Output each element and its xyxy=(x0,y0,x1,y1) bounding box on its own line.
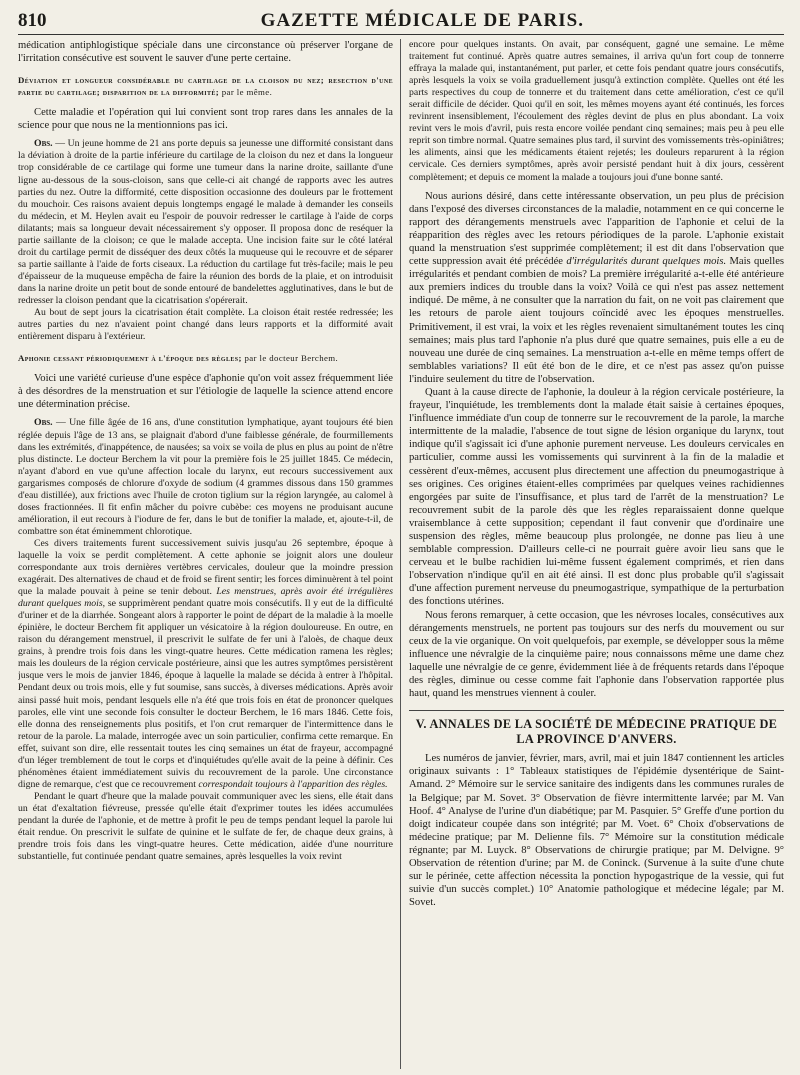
aphonia-observation xyxy=(18,417,393,537)
section-heading-nose xyxy=(18,74,393,98)
aphonia-observation-course xyxy=(18,538,393,791)
commentary-text-b: Mais quelles irrégularités et pendant combien de mois? La première irrégularité a-t-elle été antérieure aux premiers indices du trouble dans la voix? Voilà ce qui n'est pas assez nettement indiqué. De même, à ne consulter que la narration du fait, on ne voit pas clairement que les retours de parole aient toujours coïncidé avec les époques menstruelles. Primitivement, il est vrai, la voix et les règles revenaient simultanément toutes les cinq semaines; mais plus tard l'aphonie n'a plus duré que quatre semaines, puis elle a eu de nouveau une durée de cinq semaines. La menstruation a-t-elle en même temps offert de semblables variations? Il eût été bon de le dire, et ce n'est pas assez qu'on puisse l'induire seulement du titre de l'observation. xyxy=(409,256,784,385)
annales-heading: V. ANNALES DE LA SOCIÉTÉ DE MÉDECINE PRATIQUE DE LA PROVINCE D'ANVERS. xyxy=(409,710,784,747)
commentary-paragraph-1 xyxy=(409,190,784,386)
section-title-nose: Déviation et longueur considérable du cartilage de la cloison du nez; resection d'une partie du cartilage; disparition de la difformité; xyxy=(18,75,393,98)
nose-observation xyxy=(18,138,393,307)
observation-continuation: encore pour quelques instants. On avait, par conséquent, gagné une semaine. Le même traitement fut continué. Après quatre autres semaines, il arriva qu'un fort coup de tonnerre effraya la malade qui, instantanément, put parler, et cette fois pendant quatre jours consécutifs, après lesquels la voix se voila graduellement jusqu'à extinction complète. Quelles ont été les parts respectives du coup de tonnerre et du traitement dans cette amélioration, c'est ce qu'il serait difficile de décider. Quoi qu'il en soit, les mêmes moyens ayant été continués, les forces revinrent insensiblement, l'écoulement des règles devint de plus en plus abondant. La voix revint vers le mois d'avril, puis resta encore voilée pendant cinq semaines; mais peu à peu elle reprit son timbre normal. Quatre semaines plus tard, il survint des vomissements très-opiniâtres; les aliments, ainsi que les médicaments étaient rejetés; les douleurs reparurent à la région cervicale. Ces derniers symptômes, après avoir persisté pendant huit à dix jours, cessèrent complètement; et depuis ce moment la malade a toujours joui d'une bonne santé. xyxy=(409,39,784,183)
journal-title: GAZETTE MÉDICALE DE PARIS. xyxy=(260,10,584,31)
aphonia-lead-paragraph: Voici une variété curieuse d'une espèce d'aphonie qu'on voit assez fréquemment liée à des désordres de la menstruation et sur l'étiologie de laquelle la science attend encore une détermination précise. xyxy=(18,373,393,411)
annales-contents-paragraph: Les numéros de janvier, février, mars, avril, mai et juin 1847 contiennent les articles originaux suivants : 1° Tableaux statistiques de l'épidémie dysentérique de Saint-Amand. 2° Mémoire sur le service sanitaire des indigents dans les communes rurales de la Belgique; par M. Sovet. 3° Observation de fièvre intermittente larvée; par M. Van Hoof. 4° Analyse de l'urine d'un diabétique; par M. Pasquier. 5° Greffe d'une portion du doigt indicateur coupée dans son intégrité; par M. Voet. 6° Choix d'observations de médecine pratique; par M. Delienne fils. 7° Mémoire sur la constitution médicale régnante; par M. Luyck. 8° Observations de chirurgie pratique; par M. Delvigne. 9° Observation de rétention d'urine; par M. de Coninck. (Survenue à la suite d'une chute sur le périnée, cette affection nécessita la ponction hypogastrique de la vessie, qui fut suivie d'un succès complet.) 10° Anatomie pathologique et médecine légale; par M. Sovet. xyxy=(409,753,784,909)
right-column xyxy=(401,39,784,1069)
nose-lead-paragraph: Cette maladie et l'opération qui lui convient sont trop rares dans les annales de la science pour que nous ne la mentionnions pas ici. xyxy=(18,107,393,132)
commentary-italic: d'irrégularités durant quelques mois. xyxy=(566,256,727,268)
intro-paragraph: médication antiphlogistique spéciale dans une circonstance où préserver l'organe de l'irritation consécutive est souvent le sauver d'une perte certaine. xyxy=(18,40,393,65)
page-header xyxy=(18,10,784,35)
columns xyxy=(18,39,784,1069)
aphonia-observation-treatment: Pendant le quart d'heure que la malade pouvait communiquer avec les siens, elle était dans un état d'exaltation fiévreuse, pressée qu'elle était d'exprimer toutes les idées accumulées pendant la durée de l'aphonie, et de mettre à profit le peu de temps pendant lequel la parole lui était rendue. On prescrivit le sulfate de quinine et le sulfate de fer, de chaque deux grains, à prendre trois fois dans les vingt-quatre heures. Cette médication, aidée d'une nourriture substantielle, fut continuée pendant quatre semaines, après lesquelles la voix revint xyxy=(18,790,393,863)
nose-observation-text: — Un jeune homme de 21 ans porte depuis sa jeunesse une difformité consistant dans la déviation à droite de la partie inférieure du cartilage de la cloison du nez et dans la longueur trop considérable de ce cartilage qui forme une tumeur dans la narine droite, saillante d'une ligne au-dessous de la sous-cloison, sans que celle-ci ait changé de rapports avec les autres parties du nez. Outre la difformité, cette disposition occasionne des douleurs par le frottement du mouchoir. Ces raisons avaient depuis longtemps engagé le malade à demander les conseils du médecin, et M. Heylen avait eu l'espoir de pouvoir redresser le cartilage à l'aide de corps dilatants; mais sa longueur devait nécessairement s'y opposer. Il proposa donc de reséquer la partie saillante de la cloison; ce que le malade accepta. Une incision faite sur le côté latéral droit du cartilage permit de disséquer des deux côtés la muqueuse qui le recouvre et de séparer sa partie saillante à l'aide de forts ciseaux. La réduction du cartilage fut très-facile; mais le peu d'épaisseur de la muqueuse empêcha de faire la réunion des bords de la plaie, et on introduisit dans la narine droite un petit bout de sonde entouré de bandelettes agglutinatives, dans le but de redresser la cloison pendant que la cicatrisation s'opérerait. xyxy=(18,138,393,306)
course-text-b: se supprimèrent pendant quatre mois consécutifs. Il y eut de la difficulté d'uriner et de la diarrhée. Songeant alors à rapporter le point de départ de la maladie à la moelle épinière, le docteur Berchem fit appliquer un vésicatoire à la région douloureuse. En outre, en raison du dérangement menstruel, il prescrivit le sulfate de fer uni à l'aloès, de chaque deux grains, à prendre trois fois dans les vingt-quatre heures. Cette médication ramena les règles; mais les douleurs de la région cervicale postérieure, ainsi que les autres symptômes persistèrent jusque vers le mois de janvier 1846, époque à laquelle la malade se décida à entrer à l'hôpital. Pendant deux ou trois mois, elle y fut soumise, sans succès, à diverses médications. Après avoir ainsi passé huit mois, pendant lesquels elle n'a été que trois fois en état de prononcer quelques paroles, elle vint une seconde fois consulter le docteur Berchem, le 16 mars 1846. Cette fois, elle donna des renseignements plus positifs, et l'on crut remarquer de l'intermittence dans le retour de la parole. La malade, interrogée avec un soin particulier, confirma cette remarque. En effet, suivant son dire, elle ressentait toutes les cinq semaines un état de frayeur, accompagné d'un léger tremblement de tout le corps et d'inquiétudes qu'elle avait de la peine à définir. Ces phénomènes étaient immédiatement suivis du recouvrement de la parole. Une circonstance digne de remarque, c'est que ce recouvrement xyxy=(18,598,393,790)
commentary-paragraph-3: Nous ferons remarquer, à cette occasion, que les névroses locales, consécutives aux dérangements menstruels, ne portent pas toujours sur des nerfs du mouvement ou sur ceux de la vie organique. On voit quelquefois, par exemple, se développer sous la même influence une névralgie de la cinquième paire; nous connaissons même une dame chez laquelle une névralgie de ce genre, évidemment liée à de fréquents retards dans l'époque des règles, diminue ou cesse comme fait l'aphonie dans l'observation rapportée plus haut, quand les menstrues viennent à couler. xyxy=(409,609,784,700)
section-title-aphonia: Aphonie cessant périodiquement à l'époque des règles; xyxy=(18,353,242,364)
page-number: 810 xyxy=(18,10,47,31)
obs-label: Obs. xyxy=(34,417,53,429)
course-italic-a: Les menstrues, après avoir été irrégulières durant quelques mois, xyxy=(18,586,394,610)
left-column xyxy=(18,39,401,1069)
section-heading-aphonia xyxy=(18,352,393,364)
commentary-text-a: Nous aurions désiré, dans cette intéressante observation, un peu plus de précision dans l'exposé des diverses circonstances de la maladie, notamment en ce qui concerne le rapport des dérangements menstruels avec l'apparition de l'aphonie et celui de la réapparition des règles avec les retours périodiques de la parole. L'aphonie existait quand la menstruation s'est supprimée complètement; il est dit dans l'observation que cette suppression avait été précédée xyxy=(409,190,784,268)
nose-observation-conclusion: Au bout de sept jours la cicatrisation était complète. La cloison était restée redressée; les autres parties du nez n'avaient point changé dans leurs rapports et la difformité avait entièrement disparu à l'extérieur. xyxy=(18,307,393,343)
obs-label: Obs. xyxy=(34,138,53,150)
course-text-a: Ces divers traitements furent successivement suivis jusqu'au 26 septembre, époque à laquelle la voix se perdit complètement. A cette aphonie se joignit alors une douleur correspondante aux trois dernières vertèbres cervicales, douleur que la moindre pression exagérait. Des alternatives de chaud et de froid se firent sentir; les forces diminuèrent à tel point que la malade pouvait à peine se tenir debout. xyxy=(18,537,393,598)
section-author-aphonia: par le docteur Berchem. xyxy=(244,353,339,364)
course-italic-b: correspondait toujours à l'apparition des règles. xyxy=(198,778,388,790)
commentary-paragraph-2: Quant à la cause directe de l'aphonie, la douleur à la région cervicale postérieure, la frayeur, l'inquiétude, les tremblements dont la malade était saisie à certaines époques, l'influence immédiate d'un coup de tonnerre sur le recouvrement de la parole, la marche intermittente de la maladie, l'absence de tout signe de lésion organique du larynx, tout indique qu'il s'agissait ici d'une aphonie purement nerveuse. Les douleurs cervicales en particulier, comme aussi les vomissements qui survinrent à la fin de la maladie et cessèrent d'eux-mêmes, accusent plus directement une affection du pneumogastrique à ses origines. Ces origines étaient-elles comprimées par quelques veines rachidiennes engorgées par suite de l'insuffisance, et plus tard de l'arrêt de la menstruation? Le recouvrement subit de la parole dès que les règles reparaissaient donne quelque vraisemblance à cette supposition; cependant il faut convenir que d'ordinaire une suspension des règles, même beaucoup plus prolongée, ne donne pas lieu à une semblable compression. D'ailleurs celle-ci ne pourrait guère avoir lieu sans que le cerveau et le bulbe rachidien lui-même fussent également comprimés, et rien dans l'observation n'indique qu'il en ait été ainsi. Il est donc plus probable qu'il s'agissait d'une affection purement nerveuse du pneumogastrique, sympathique de la perturbation des fonctions utérines. xyxy=(409,386,784,608)
section-author-nose: par le même. xyxy=(221,87,273,98)
aphonia-observation-text: — Une fille âgée de 16 ans, d'une constitution lymphatique, ayant toujours été bien réglée depuis l'âge de 13 ans, se plaignait d'abord d'une faiblesse générale, de fourmillements dans les extrémités, d'inappétence, de nausées; sa voix se voila de plus en plus au point de n'être plus distincte. Le docteur Berchem la vit pour la première fois le 25 juillet 1845. Ce médecin, n'ayant d'abord en vue qu'une affection locale du larynx, eut recours successivement aux gargarismes composés de chlorure d'oxyde de sodium (4 grammes dissous dans 150 grammes d'eau distillée), aux frictions avec l'huile de croton tiglium sur la région laryngée, au calomel à doses fractionnées. Il fit enfin mâcher du poivre cubèbe: ces moyens ne produisant aucune amélioration, il eut recours à l'iodure de fer, dans le but de tonifier la malade, et, ajoute-t-il, de combattre son état éminemment chlorotique. xyxy=(18,417,394,537)
